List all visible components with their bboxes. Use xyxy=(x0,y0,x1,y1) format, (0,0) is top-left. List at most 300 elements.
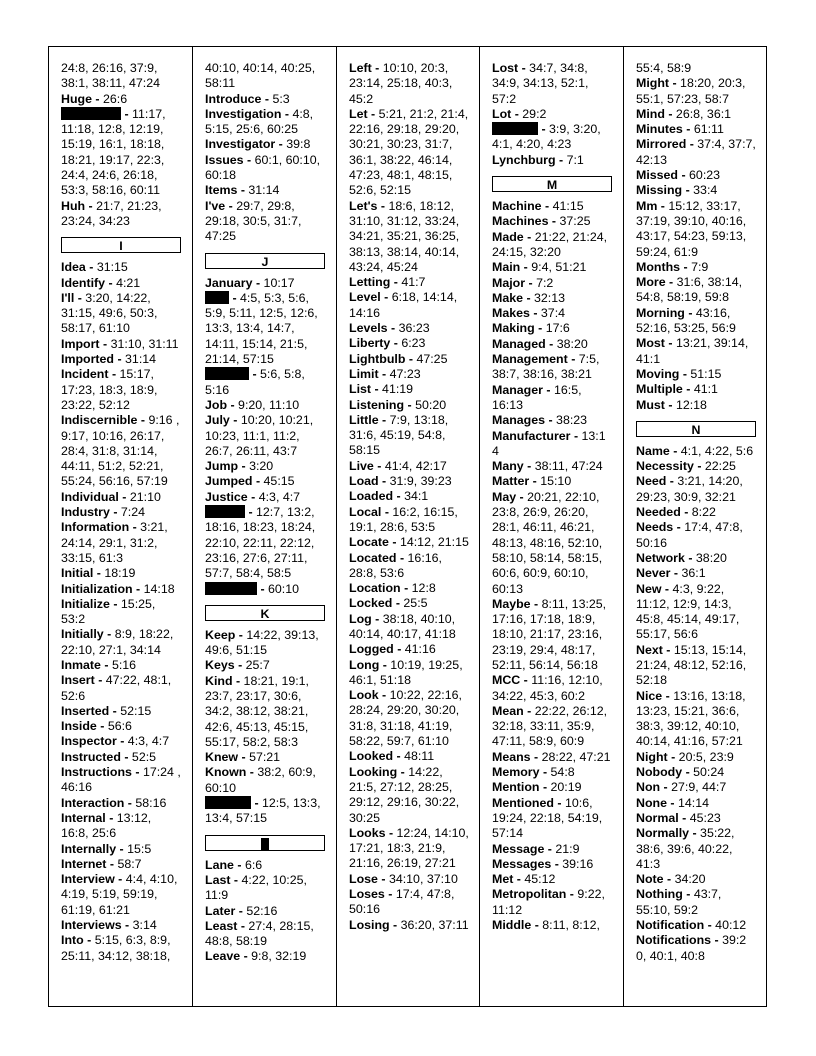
index-entry xyxy=(61,673,182,704)
entry-references: 38:20 xyxy=(556,336,588,351)
index-entry xyxy=(492,474,613,489)
entry-term: I've xyxy=(205,198,226,213)
entry-term: Items xyxy=(205,183,238,198)
entry-term: Internal xyxy=(61,810,106,825)
index-entry xyxy=(349,596,469,611)
entry-dash: - xyxy=(96,719,108,734)
entry-references: 6:18, 14:14, 14:16 xyxy=(349,290,458,320)
entry-term: Incident xyxy=(61,367,109,382)
index-entry xyxy=(636,520,756,551)
entry-references: 20:21, 22:10, 23:8, 26:9, 26:20, 28:1, 46:11, 46:21, 48:13, 48:16, 52:10, 58:10, 58:14, 58:15, 60:6, 60:9, 60:10, 60:13 xyxy=(492,489,603,596)
index-entry xyxy=(349,459,469,474)
index-entry xyxy=(492,352,613,383)
entry-references: 50:20 xyxy=(415,397,447,412)
entry-dash: - xyxy=(378,474,390,489)
entry-references: 7:9 xyxy=(691,259,709,274)
index-entry xyxy=(492,337,613,352)
index-entry xyxy=(492,153,613,168)
entry-term: Lose xyxy=(349,871,378,886)
index-entry xyxy=(492,857,613,872)
entry-dash: - xyxy=(686,137,698,152)
index-entry xyxy=(492,107,613,122)
entry-dash: - xyxy=(109,505,121,520)
entry-term: Listening xyxy=(349,397,405,412)
entry-dash: - xyxy=(539,765,551,780)
entry-dash: - xyxy=(232,673,244,688)
index-entry xyxy=(205,276,326,291)
entry-dash: - xyxy=(109,596,121,611)
entry-references: 37:4 xyxy=(540,306,566,321)
entry-references: 4:3, 4:7 xyxy=(258,489,301,504)
index-entry xyxy=(492,597,613,673)
entry-term: Night xyxy=(636,749,668,764)
entry-term: Must xyxy=(636,397,665,412)
index-entry xyxy=(492,199,613,214)
index-entry xyxy=(205,949,326,964)
index-entry xyxy=(492,704,613,750)
index-entry xyxy=(636,474,756,505)
entry-term: Little xyxy=(349,412,379,427)
entry-references: 37:25 xyxy=(559,214,591,229)
entry-term: Normally xyxy=(636,826,690,841)
entry-references: 31:10, 31:11 xyxy=(110,336,179,351)
index-entry xyxy=(349,199,469,275)
entry-references: 5:3 xyxy=(272,91,290,106)
index-entry xyxy=(61,566,182,581)
entry-dash: - xyxy=(229,290,241,305)
entry-term: Initialize xyxy=(61,596,110,611)
entry-dash: - xyxy=(251,796,263,811)
entry-references: 38:11, 47:24 xyxy=(534,459,603,474)
entry-dash: - xyxy=(669,76,681,91)
entry-term: More xyxy=(636,275,666,290)
entry-term: Lightbulb xyxy=(349,351,406,366)
entry-term: Necessity xyxy=(636,459,694,474)
index-entry xyxy=(205,582,326,597)
entry-dash: - xyxy=(662,688,674,703)
entry-references: 7:24 xyxy=(120,505,146,520)
entry-references: 18:21, 19:1, 23:7, 23:17, 30:6, 34:2, 38:12, 38:21, 42:6, 45:13, 45:15, 55:17, 58:2, 58:3 xyxy=(205,673,309,749)
entry-references: 25:5 xyxy=(403,596,428,611)
entry-term: Made xyxy=(492,229,524,244)
entry-dash: - xyxy=(257,581,269,596)
entry-references: 14:14 xyxy=(678,795,710,810)
letter-section-header xyxy=(205,835,325,851)
index-entry xyxy=(61,352,182,367)
entry-term: Normal xyxy=(636,810,679,825)
entry-references: 22:22, 26:12, 32:18, 33:11, 35:9, 47:11, 58:9, 60:9 xyxy=(492,703,608,749)
entry-term: Look xyxy=(349,688,379,703)
entry-term: Limit xyxy=(349,366,379,381)
entry-dash: - xyxy=(103,627,115,642)
index-entry xyxy=(61,367,182,413)
entry-dash: - xyxy=(665,275,677,290)
index-entry xyxy=(636,199,756,260)
entry-term: Introduce xyxy=(205,91,262,106)
entry-references: 34:1 xyxy=(404,489,429,504)
index-entry xyxy=(205,873,326,904)
index-entry xyxy=(61,811,182,842)
entry-term: Manager xyxy=(492,382,543,397)
entry-dash: - xyxy=(121,106,133,121)
entry-dash: - xyxy=(377,871,389,886)
entry-dash: - xyxy=(666,795,678,810)
entry-references: 18:19 xyxy=(104,566,136,581)
entry-term: Inserted xyxy=(61,703,110,718)
index-entry xyxy=(636,168,756,183)
entry-dash: - xyxy=(85,198,97,213)
entry-references: 10:20, 10:21, 10:23, 11:1, 11:2, 26:7, 26:11, 43:7 xyxy=(205,413,314,458)
entry-term: Machines xyxy=(492,214,549,229)
entry-references: 27:4, 28:15, 48:8, 58:19 xyxy=(205,918,314,949)
index-entry xyxy=(492,429,613,460)
entry-references: 34:20 xyxy=(674,872,706,887)
entry-dash: - xyxy=(570,428,582,443)
index-entry xyxy=(349,688,469,749)
entry-term: Multiple xyxy=(636,382,683,397)
entry-references: 60:10 xyxy=(268,581,300,596)
redaction-block xyxy=(492,122,538,135)
entry-references: 10:17 xyxy=(263,275,295,290)
entry-references: 24:8, 26:16, 37:9, 38:1, 38:11, 47:24 xyxy=(61,61,160,91)
entry-dash: - xyxy=(529,474,541,489)
index-entry xyxy=(492,260,613,275)
entry-references: 14:22, 21:5, 27:12, 28:25, 29:12, 29:16, 30:22, 30:25 xyxy=(349,764,460,825)
entry-dash: - xyxy=(243,152,255,167)
entry-references: 25:7 xyxy=(245,658,270,673)
entry-term: None xyxy=(636,795,667,810)
entry-references: 14:18 xyxy=(143,581,175,596)
entry-dash: - xyxy=(230,872,242,887)
entry-references: 5:21, 21:2, 21:4, 22:16, 29:18, 29:20, 30:21, 30:23, 31:7, 36:1, 38:22, 46:14, 47:23, 48:1, 48:15, 52:6, 52:15 xyxy=(349,106,469,198)
entry-references: 31:14 xyxy=(125,352,157,367)
redaction-block xyxy=(205,582,257,595)
index-entry xyxy=(636,796,756,811)
index-entry xyxy=(349,336,469,351)
entry-dash: - xyxy=(100,657,112,672)
entry-dash: - xyxy=(237,918,249,933)
entry-references: 3:20, 14:22, 31:15, 49:6, 50:3, 58:17, 61:10 xyxy=(61,290,158,336)
entry-references: 12:5, 13:3, 13:4, 57:15 xyxy=(205,796,321,826)
entry-dash: - xyxy=(663,872,675,887)
entry-references: 36:23 xyxy=(398,321,430,336)
index-entry xyxy=(636,183,756,198)
index-entry xyxy=(492,673,613,704)
entry-term: Managed xyxy=(492,336,546,351)
entry-term: Keys xyxy=(205,658,235,673)
entry-dash: - xyxy=(680,505,692,520)
entry-dash: - xyxy=(567,352,579,367)
entry-term: May xyxy=(492,489,517,504)
index-entry xyxy=(61,857,182,872)
redaction-block xyxy=(205,291,229,304)
index-entry xyxy=(205,398,326,413)
index-entry xyxy=(205,858,326,873)
index-entry xyxy=(61,260,182,275)
entry-dash: - xyxy=(551,856,563,871)
entry-references: 17:24 , 46:16 xyxy=(61,765,181,795)
index-entry xyxy=(492,291,613,306)
index-entry xyxy=(61,107,182,199)
entry-dash: - xyxy=(393,749,405,764)
entry-references: 17:4, 47:8, 50:16 xyxy=(349,887,455,917)
entry-term: Location xyxy=(349,581,401,596)
entry-dash: - xyxy=(684,305,696,320)
index-entry xyxy=(205,796,326,827)
entry-references: 4:21 xyxy=(116,275,141,290)
index-entry xyxy=(492,887,613,918)
entry-term: Months xyxy=(636,259,681,274)
index-entry xyxy=(349,535,469,550)
index-entry xyxy=(492,750,613,765)
entry-references: 47:25 xyxy=(416,351,448,366)
letter-section-header: M xyxy=(492,176,612,192)
index-entry xyxy=(636,76,756,107)
index-entry xyxy=(492,796,613,842)
index-entry xyxy=(61,597,182,628)
index-entry xyxy=(636,933,756,964)
entry-references: 15:17, 17:23, 18:3, 18:9, 23:22, 52:12 xyxy=(61,367,158,412)
index-entry xyxy=(492,306,613,321)
entry-references: 13:21, 39:14, 41:1 xyxy=(636,336,749,366)
index-entry xyxy=(349,275,469,290)
entry-references: 26:6 xyxy=(103,91,128,106)
entry-references: 39:8 xyxy=(286,137,311,152)
index-entry xyxy=(205,107,326,138)
index-entry xyxy=(61,291,182,337)
entry-term: Note xyxy=(636,872,664,887)
entry-term: Internally xyxy=(61,841,117,856)
entry-dash: - xyxy=(109,703,121,718)
entry-dash: - xyxy=(378,412,390,427)
index-entry xyxy=(61,750,182,765)
entry-references: 4:1, 4:22, 5:6 xyxy=(680,443,754,458)
entry-dash: - xyxy=(664,336,676,351)
entry-dash: - xyxy=(371,611,383,626)
entry-term: Nobody xyxy=(636,765,683,780)
entry-references: 3:9, 3:20, 4:1, 4:20, 4:23 xyxy=(492,122,601,152)
entry-references: 8:22 xyxy=(691,505,716,520)
entry-dash: - xyxy=(229,413,241,428)
index-entry xyxy=(205,490,326,505)
entry-references: 3:21, 24:14, 29:1, 31:2, 33:15, 61:3 xyxy=(61,520,168,565)
entry-references: 10:6, 19:24, 22:18, 54:19, 57:14 xyxy=(492,795,603,841)
entry-dash: - xyxy=(249,367,261,382)
entry-term: Initially xyxy=(61,627,104,642)
entry-term: Messages xyxy=(492,856,552,871)
entry-term: Huh xyxy=(61,198,86,213)
index-entry xyxy=(61,704,182,719)
entry-references: 60:23 xyxy=(689,168,721,183)
index-entry xyxy=(492,122,613,153)
entry-term: Memory xyxy=(492,765,540,780)
entry-term: Log xyxy=(349,611,372,626)
entry-references: 52:5 xyxy=(131,749,157,764)
entry-references: 58:16 xyxy=(135,795,167,810)
entry-term: Major xyxy=(492,275,526,290)
entry-term: Identify xyxy=(61,275,106,290)
entry-dash: - xyxy=(539,780,551,795)
entry-dash: - xyxy=(670,566,682,581)
letter-section-header: I xyxy=(61,237,181,253)
entry-references: 39:2 0, 40:1, 40:8 xyxy=(636,933,747,963)
entry-dash: - xyxy=(538,122,550,137)
entry-references: 6:6 xyxy=(244,857,263,872)
entry-references: 18:20, 20:3, 55:1, 57:23, 58:7 xyxy=(636,76,746,106)
index-column-5 xyxy=(624,47,766,1006)
entry-dash: - xyxy=(530,596,542,611)
entry-dash: - xyxy=(661,581,673,596)
entry-term: Import xyxy=(61,336,100,351)
entry-references: 14:12, 21:15 xyxy=(399,535,469,550)
index-entry xyxy=(61,933,182,964)
entry-references: 4:22, 10:25, 11:9 xyxy=(205,872,307,903)
entry-dash: - xyxy=(371,61,383,75)
entry-dash: - xyxy=(381,504,393,519)
entry-references: 40:10, 40:14, 40:25, 58:11 xyxy=(205,61,316,91)
entry-term: Interviews xyxy=(61,918,122,933)
entry-dash: - xyxy=(378,688,390,703)
entry-references: 29:7, 29:8, 29:18, 30:5, 31:7, 47:25 xyxy=(205,198,302,244)
index-entry xyxy=(636,444,756,459)
entry-dash: - xyxy=(124,795,136,810)
entry-term: Nice xyxy=(636,688,663,703)
entry-term: Main xyxy=(492,260,521,275)
entry-term: Keep xyxy=(205,627,236,642)
index-entry xyxy=(61,199,182,230)
entry-references: 58:7 xyxy=(117,856,142,871)
index-entry xyxy=(205,904,326,919)
entry-dash: - xyxy=(541,199,553,214)
entry-dash: - xyxy=(275,137,287,152)
entry-term: Locate xyxy=(349,535,389,550)
index-entry xyxy=(349,413,469,459)
index-entry xyxy=(61,627,182,658)
entry-dash: - xyxy=(678,168,690,183)
index-entry xyxy=(492,842,613,857)
index-entry xyxy=(636,826,756,872)
entry-dash: - xyxy=(534,321,546,336)
index-entry xyxy=(205,765,326,796)
entry-references: 31:9, 39:23 xyxy=(389,474,452,489)
entry-references: 52:16 xyxy=(246,903,278,918)
entry-term: January xyxy=(205,275,253,290)
index-entry xyxy=(636,137,756,168)
entry-references: 33:4 xyxy=(693,183,718,198)
index-entry xyxy=(636,551,756,566)
entry-dash: - xyxy=(99,336,111,351)
entry-references: 50:24 xyxy=(693,765,725,780)
entry-term: Notifications xyxy=(636,933,712,948)
entry-dash: - xyxy=(235,903,247,918)
index-entry xyxy=(636,382,756,397)
entry-dash: - xyxy=(238,750,250,765)
entry-dash: - xyxy=(252,275,264,290)
entry-term: Later xyxy=(205,903,236,918)
index-entry xyxy=(205,674,326,750)
entry-references: 16:5, 16:13 xyxy=(492,382,582,412)
entry-references: 38:2, 60:9, 60:10 xyxy=(205,765,316,795)
entry-dash: - xyxy=(664,397,676,412)
index-entry xyxy=(349,107,469,199)
entry-term: Job xyxy=(205,397,228,412)
entry-term: Losing xyxy=(349,917,390,932)
index-entry xyxy=(492,459,613,474)
index-entry xyxy=(636,765,756,780)
entry-term: Looking xyxy=(349,764,398,779)
entry-references: 21:22, 21:24, 24:15, 32:20 xyxy=(492,229,608,259)
entry-references: 41:15 xyxy=(552,199,584,214)
entry-references: 4:3, 9:22, 11:12, 12:9, 14:3, 45:8, 45:14, 49:17, 55:17, 56:6 xyxy=(636,581,740,642)
index-entry xyxy=(349,382,469,397)
index-entry xyxy=(636,306,756,337)
entry-references: 41:16 xyxy=(404,642,436,657)
entry-dash: - xyxy=(387,321,399,336)
index-entry xyxy=(492,780,613,795)
entry-dash: - xyxy=(377,198,389,213)
entry-term: Into xyxy=(61,933,84,948)
entry-dash: - xyxy=(693,459,705,474)
entry-term: Middle xyxy=(492,918,532,933)
index-entry xyxy=(349,398,469,413)
index-entry xyxy=(349,61,469,107)
entry-references: 43:16, 52:16, 53:25, 56:9 xyxy=(636,305,736,336)
entry-dash: - xyxy=(531,918,543,933)
index-entry xyxy=(349,551,469,582)
entry-dash: - xyxy=(252,474,264,489)
entry-references: 15:25, 53:2 xyxy=(61,596,156,627)
entry-references: 7:9, 13:18, 31:6, 45:19, 54:8, 58:15 xyxy=(349,412,449,458)
index-entry xyxy=(349,489,469,504)
entry-dash: - xyxy=(106,856,118,871)
entry-dash: - xyxy=(83,933,95,948)
entry-dash: - xyxy=(397,764,409,779)
entry-dash: - xyxy=(261,91,273,106)
entry-dash: - xyxy=(246,765,258,780)
entry-term: Indiscernible xyxy=(61,413,138,428)
entry-dash: - xyxy=(240,949,252,964)
entry-dash: - xyxy=(227,397,239,412)
entry-term: Idea xyxy=(61,260,86,275)
entry-dash: - xyxy=(682,887,694,902)
entry-dash: - xyxy=(247,489,259,504)
entry-dash: - xyxy=(114,872,126,887)
entry-dash: - xyxy=(684,550,696,565)
entry-term: Never xyxy=(636,566,671,581)
entry-dash: - xyxy=(238,459,250,474)
entry-dash: - xyxy=(544,841,556,856)
entry-dash: - xyxy=(523,459,535,474)
entry-references: 10:19, 19:25, 46:1, 51:18 xyxy=(349,657,463,687)
entry-dash: - xyxy=(132,581,144,596)
index-entry xyxy=(349,321,469,336)
entry-dash: - xyxy=(114,352,126,367)
entry-term: Non xyxy=(636,780,661,795)
entry-term: Initialization xyxy=(61,581,133,596)
index-entry xyxy=(61,734,182,749)
entry-term: Manufacturer xyxy=(492,428,571,443)
entry-term: Mention xyxy=(492,780,540,795)
entry-references: 26:8, 36:1 xyxy=(675,106,732,121)
entry-dash: - xyxy=(520,673,532,688)
entry-term: Need xyxy=(636,474,667,489)
entry-term: Needs xyxy=(636,520,674,535)
entry-references: 4:5, 5:3, 5:6, 5:9, 5:11, 12:5, 12:6, 13:3, 13:4, 14:7, 14:11, 15:14, 21:5, 21:14, 57:15 xyxy=(205,290,318,367)
entry-dash: - xyxy=(93,566,105,581)
entry-dash: - xyxy=(666,474,678,489)
index-entry xyxy=(61,658,182,673)
entry-references: 7:5, 38:7, 38:16, 38:21 xyxy=(492,352,600,382)
